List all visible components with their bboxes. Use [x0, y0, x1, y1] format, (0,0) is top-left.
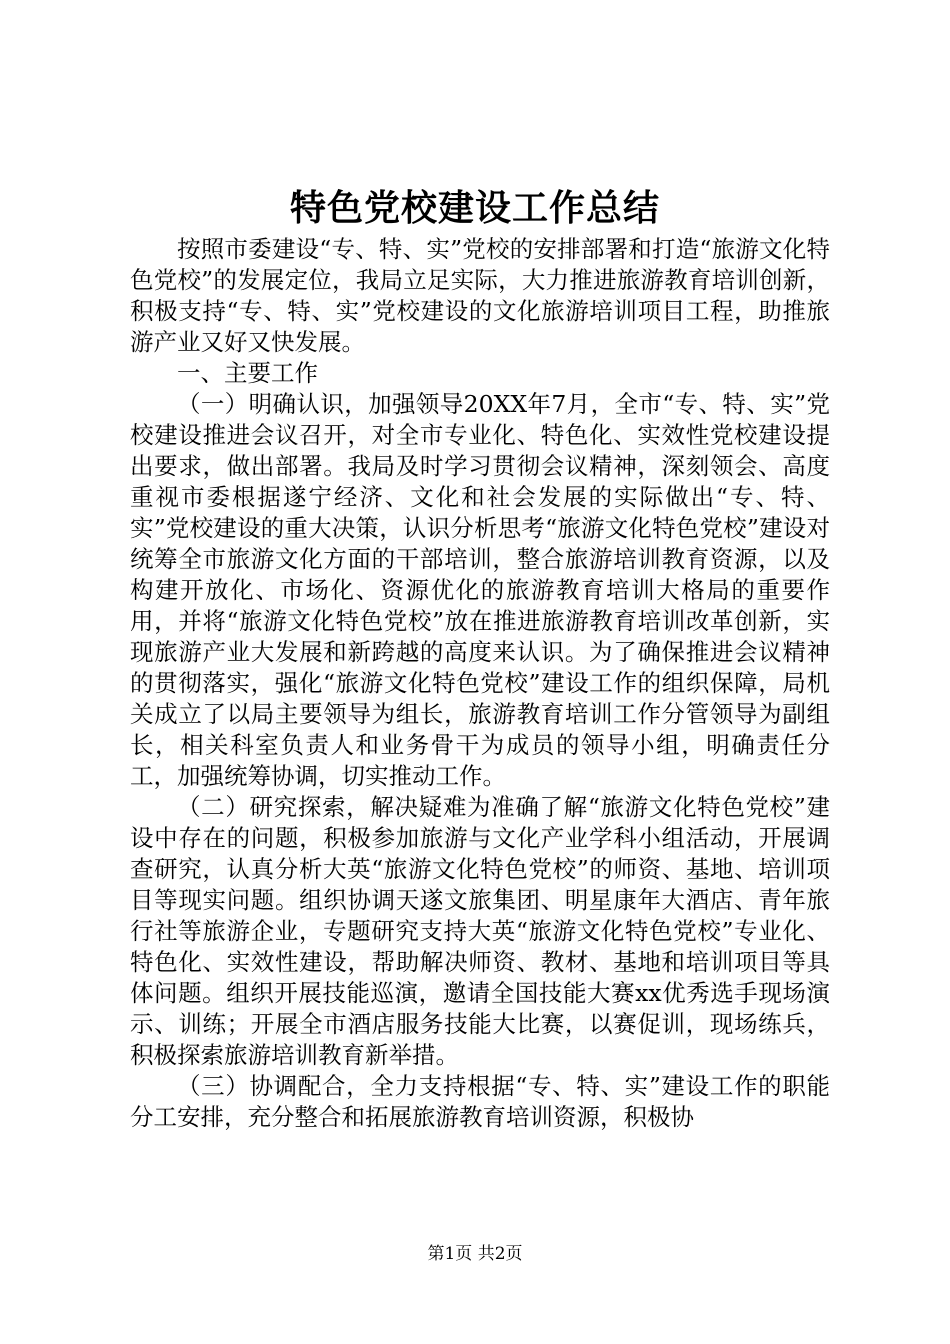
paragraph-section-2: （二）研究探索，解决疑难为准确了解“旅游文化特色党校”建设中存在的问题，积极参加旅游与文化产业学科小组活动，开展调查研究，认真分析大英“旅游文化特色党校”的师资、基地、培训项目等现实问题。组织协调天遂文旅集团、明星康年大酒店、青年旅行社等旅游企业，专题研究支持大英“旅游文化特色党校”专业化、特色化、实效性建设，帮助解决师资、教材、基地和培训项目等具体问题。组织开展技能巡演，邀请全国技能大赛xx优秀选手现场演示、训练；开展全市酒店服务技能大比赛，以赛促训，现场练兵，积极探索旅游培训教育新举措。	[130, 793, 830, 1069]
paragraph-section-3: （三）协调配合，全力支持根据“专、特、实”建设工作的职能分工安排，充分整合和拓展旅游教育培训资源，积极协	[130, 1072, 830, 1131]
document-title: 特色党校建设工作总结	[289, 187, 660, 229]
intro-paragraph: 按照市委建设“专、特、实”党校的安排部署和打造“旅游文化特色党校”的发展定位，我局立足实际，大力推进旅游教育培训创新，积极支持“专、特、实”党校建设的文化旅游培训项目工程，助推旅游产业又好又快发展。	[130, 235, 830, 356]
paragraph-section-1: （一）明确认识，加强领导20XX年7月，全市“专、特、实”党校建设推进会议召开，对全市专业化、特色化、实效性党校建设提出要求，做出部署。我局及时学习贯彻会议精神，深刻领会、高度重视市委根据遂宁经济、文化和社会发展的实际做出“专、特、实”党校建设的重大决策，认识分析思考“旅游文化特色党校”建设对统筹全市旅游文化方面的干部培训，整合旅游培训教育资源，以及构建开放化、市场化、资源优化的旅游教育培训大格局的重要作用，并将“旅游文化特色党校”放在推进旅游教育培训改革创新，实现旅游产业大发展和新跨越的高度来认识。为了确保推进会议精神的贯彻落实，强化“旅游文化特色党校”建设工作的组织保障，局机关成立了以局主要领导为组长，旅游教育培训工作分管领导为副组长，相关科室负责人和业务骨干为成员的领导小组，明确责任分工，加强统筹协调，切实推动工作。	[130, 390, 830, 790]
section-heading-main-work: 一、主要工作	[177, 359, 318, 387]
page-number-footer: 第1页 共2页	[427, 1244, 523, 1264]
document-body	[130, 234, 830, 1133]
